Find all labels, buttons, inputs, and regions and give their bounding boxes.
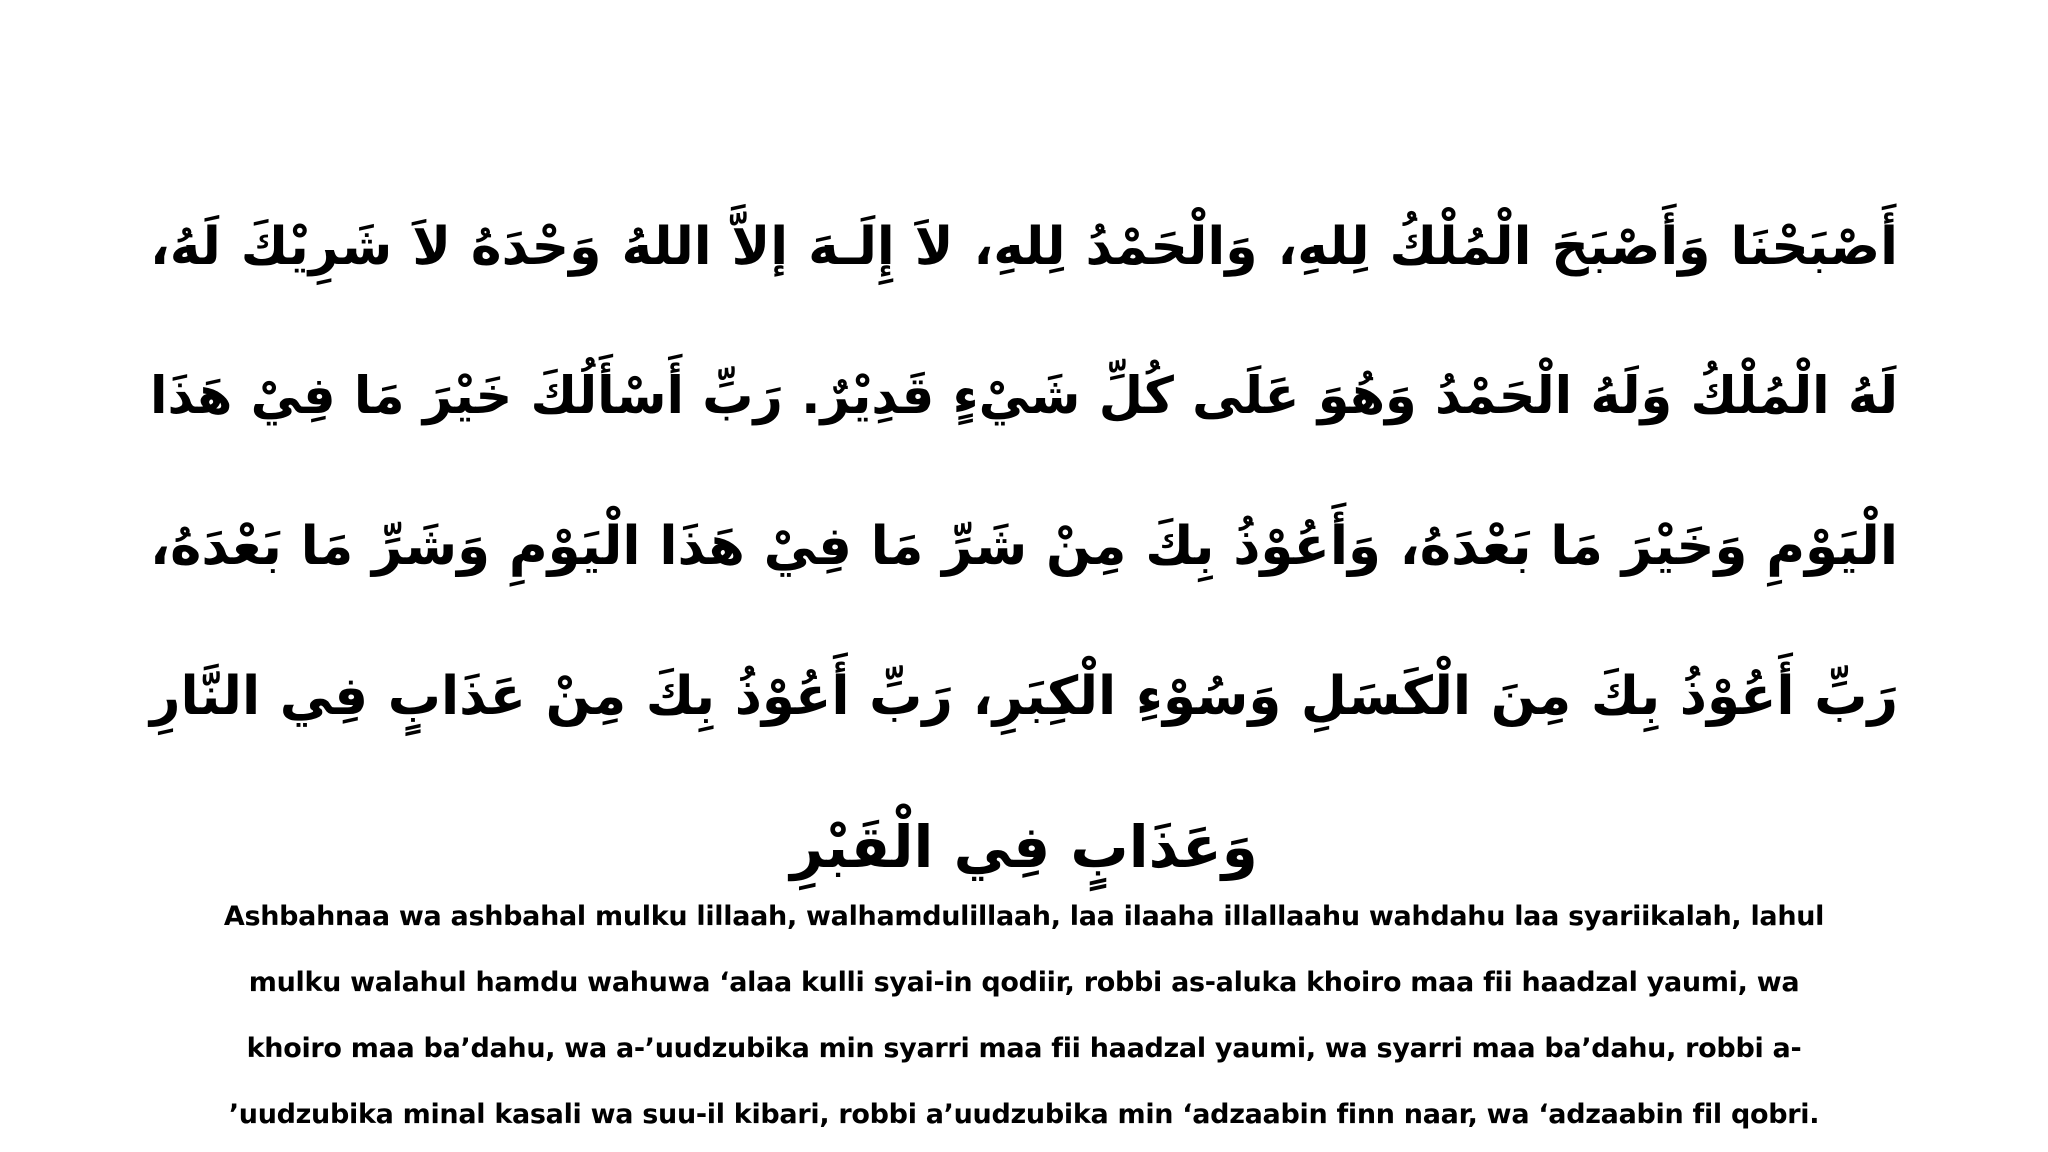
arabic-line: الْيَوْمِ وَخَيْرَ مَا بَعْدَهُ، وَأَعُوْذُ بِكَ مِنْ شَرِّ مَا فِيْ هَذَا الْيَوْمِ وَشَرِّ مَا بَعْدَهُ، — [150, 516, 1898, 577]
arabic-line: أَصْبَحْنَا وَأَصْبَحَ الْمُلْكُ لِلهِ، وَالْحَمْدُ لِلهِ، لاَ إِلَـهَ إلاَّ اللهُ وَحْدَهُ لاَ شَرِيْكَ لَهُ، — [150, 217, 1898, 277]
arabic-line: وَعَذَابٍ فِي الْقَبْرِ — [790, 813, 1258, 881]
transliteration-line: khoiro maa ba’dahu, wa a-’uudzubika min syarri maa fii haadzal yaumi, wa syarri maa ba’dahu, robbi a- — [246, 1033, 1802, 1064]
arabic-line: لَهُ الْمُلْكُ وَلَهُ الْحَمْدُ وَهُوَ عَلَى كُلِّ شَيْءٍ قَدِيْرٌ. رَبِّ أَسْأَلُكَ خَيْرَ مَا فِيْ هَذَا — [150, 367, 1898, 426]
transliteration-line: ’uudzubika minal kasali wa suu-il kibari, robbi a’uudzubika min ‘adzaabin finn naar, wa ‘adzaabin fil qobri. — [228, 1099, 1820, 1130]
transliteration-line: Ashbahnaa wa ashbahal mulku lillaah, walhamdulillaah, laa ilaaha illallaahu wahdahu laa syariikalah, lahul — [223, 901, 1825, 932]
arabic-line: رَبِّ أَعُوْذُ بِكَ مِنَ الْكَسَلِ وَسُوْءِ الْكِبَرِ، رَبِّ أَعُوْذُ بِكَ مِنْ عَذَابٍ فِي النَّارِ — [150, 666, 1898, 727]
transliteration-line: mulku walahul hamdu wahuwa ‘alaa kulli syai-in qodiir, robbi as-aluka khoiro maa fii haadzal yaumi, wa — [248, 967, 1800, 998]
transliteration-text — [150, 884, 1898, 1148]
arabic-prayer-text — [150, 172, 1898, 922]
